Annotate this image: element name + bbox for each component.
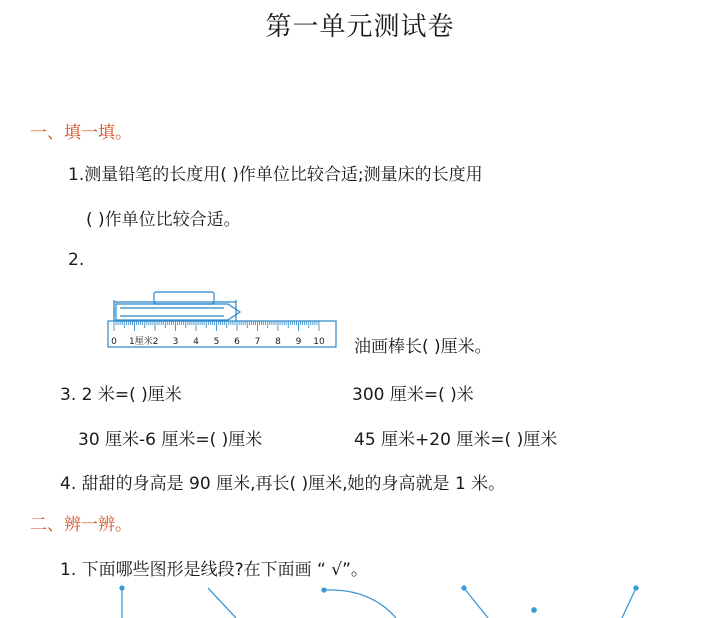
line-figures: [100, 584, 660, 618]
section-heading-judge: 二、辨一辨。: [30, 515, 132, 535]
ruler-label: 9: [295, 337, 302, 347]
ruler-label: 10: [313, 337, 325, 347]
ruler-label: 6: [234, 337, 240, 347]
question-3-c: 30 厘米-6 厘米=( )厘米: [78, 430, 263, 450]
figure-arc: [322, 588, 396, 618]
page-title: 第一单元测试卷: [265, 12, 455, 42]
ruler-figure: [104, 288, 344, 350]
question-2-number: 2.: [68, 250, 85, 270]
section-heading-fill: 一、填一填。: [30, 123, 132, 143]
question-3-b: 300 厘米=( )米: [352, 385, 474, 405]
question-4: 4. 甜甜的身高是 90 厘米,再长( )厘米,她的身高就是 1 米。: [60, 474, 506, 494]
ruler-label: 7: [254, 337, 261, 347]
ruler-label: 3: [172, 337, 179, 347]
section-2-question-1: 1. 下面哪些图形是线段?在下面画 “ √”。: [60, 560, 368, 580]
crayon-icon: [114, 292, 240, 322]
ruler-label: 1厘米2: [128, 337, 159, 347]
figure-diagonal-line: [208, 588, 236, 618]
ruler-label: 4: [193, 337, 199, 347]
question-1-line-1: 1.测量铅笔的长度用( )作单位比较合适;测量床的长度用: [68, 165, 483, 185]
question-3-a: 3. 2 米=( )厘米: [60, 385, 182, 405]
figure-dot-ray: [532, 608, 536, 612]
question-1-line-2: ( )作单位比较合适。: [86, 210, 241, 230]
ruler-label: 5: [213, 337, 220, 347]
ruler-label: 0: [111, 337, 117, 347]
figure-rising-segment: [622, 586, 638, 618]
ruler-label: 8: [275, 337, 281, 347]
question-3-d: 45 厘米+20 厘米=( )厘米: [354, 430, 558, 450]
question-2-text: 油画棒长( )厘米。: [354, 337, 492, 357]
figure-vertical-segment: [120, 586, 124, 618]
figure-slanted-segment: [462, 586, 488, 618]
